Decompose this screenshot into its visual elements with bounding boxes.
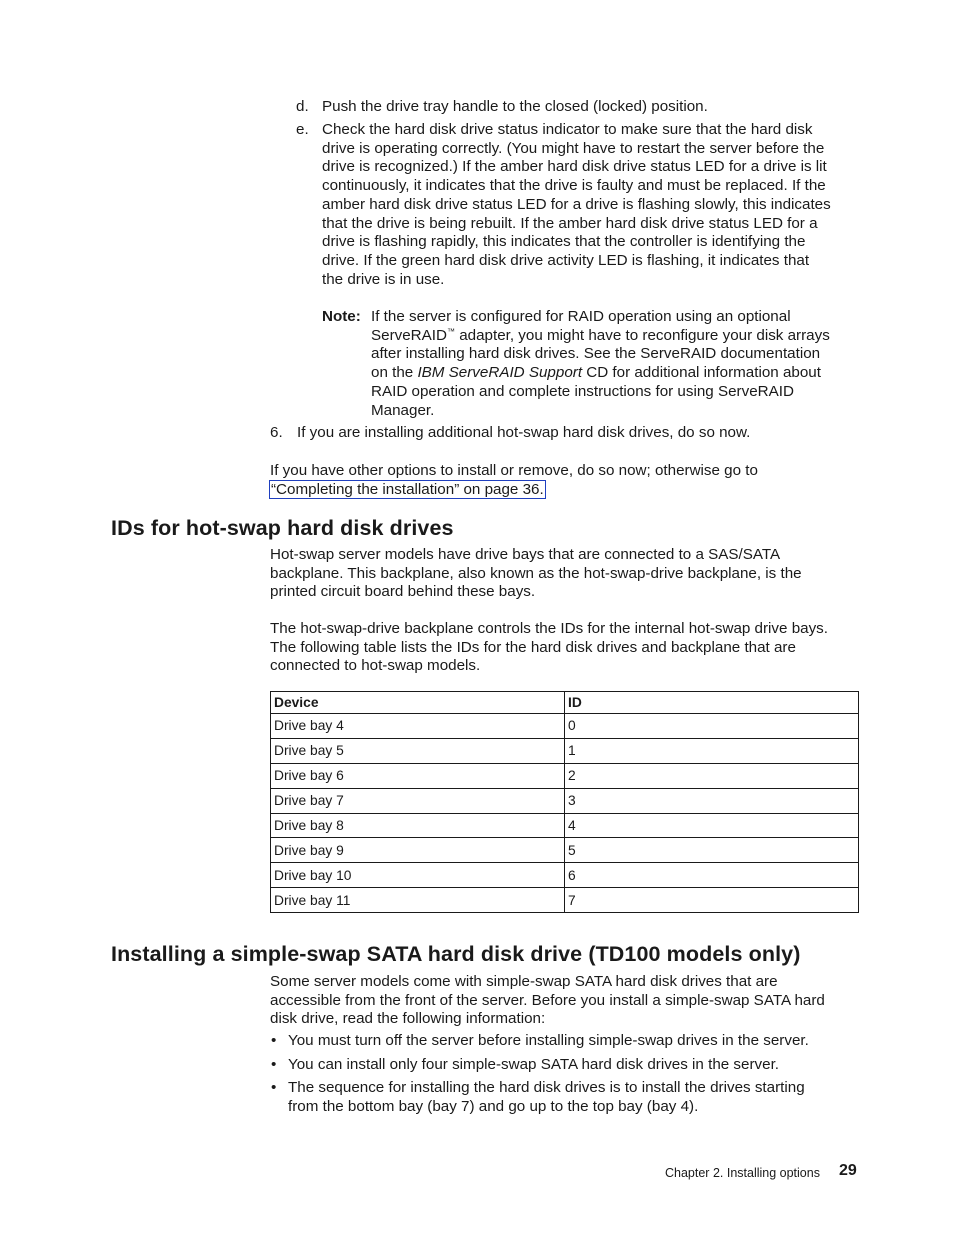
sata-intro: Some server models come with simple-swap SATA hard disk drives that are accessible from the front of the server. Before you install a simple-swap SATA hard disk drive, read the following information: bbox=[270, 973, 825, 1028]
bullet-marker: • bbox=[271, 1079, 277, 1096]
table-row bbox=[271, 788, 859, 813]
step-e-line: continuously, it indicates that the drive is faulty and must be replaced. If the bbox=[322, 177, 826, 195]
step-6-marker: 6. bbox=[270, 424, 283, 441]
table-row bbox=[271, 763, 859, 788]
options-paragraph bbox=[270, 462, 860, 499]
note-line: RAID operation and complete instructions for using ServeRAID bbox=[371, 382, 794, 400]
step-e-marker: e. bbox=[296, 121, 309, 138]
step-d-text: Push the drive tray handle to the closed (locked) position. bbox=[322, 98, 708, 115]
bullet-marker: • bbox=[271, 1056, 277, 1073]
list-item: from the bottom bay (bay 7) and go up to the top bay (bay 4). bbox=[288, 1097, 699, 1115]
step-e-line: amber hard disk drive status LED for a drive is flashing slowly, this indicates bbox=[322, 195, 831, 213]
step-e-line: that the drive is being rebuilt. If the amber hard disk drive status LED for a bbox=[322, 214, 818, 232]
list-item: You must turn off the server before installing simple-swap drives in the server. bbox=[288, 1032, 809, 1049]
section-heading-sata: Installing a simple-swap SATA hard disk drive (TD100 models only) bbox=[111, 942, 801, 966]
sata-bullet-1 bbox=[270, 1032, 870, 1051]
step-e-line: Check the hard disk drive status indicator to make sure that the hard disk bbox=[322, 121, 813, 138]
id-cell: 2 bbox=[565, 763, 859, 788]
ids-paragraph-2: The hot-swap-drive backplane controls the IDs for the internal hot-swap drive bays. The following table lists the IDs for the hard disk drives and backplane that are connected to hot-swap models. bbox=[270, 620, 828, 675]
footer-chapter: Chapter 2. Installing options bbox=[665, 1166, 820, 1180]
id-cell: 0 bbox=[565, 714, 859, 739]
trademark-symbol: ™ bbox=[446, 326, 455, 336]
sata-bullet-2 bbox=[270, 1056, 870, 1075]
step-e-line: drive is operating correctly. (You might have to restart the server before the bbox=[322, 139, 825, 157]
table-row bbox=[271, 714, 859, 739]
sata-bullet-3 bbox=[270, 1079, 870, 1116]
completing-installation-link[interactable]: “Completing the installation” on page 36. bbox=[271, 480, 544, 498]
id-cell: 3 bbox=[565, 788, 859, 813]
device-cell: Drive bay 5 bbox=[271, 738, 565, 763]
device-cell: Drive bay 4 bbox=[271, 714, 565, 739]
list-item: The sequence for installing the hard disk drives is to install the drives starting bbox=[288, 1079, 805, 1096]
column-header-id: ID bbox=[565, 692, 859, 714]
table-row bbox=[271, 813, 859, 838]
note-line: Manager. bbox=[371, 401, 435, 419]
step-6-text: If you are installing additional hot-swap hard disk drives, do so now. bbox=[297, 424, 751, 441]
table-row bbox=[271, 888, 859, 913]
id-cell: 7 bbox=[565, 888, 859, 913]
device-cell: Drive bay 8 bbox=[271, 813, 565, 838]
id-cell: 1 bbox=[565, 738, 859, 763]
step-e-text bbox=[322, 121, 831, 289]
table-row bbox=[271, 838, 859, 863]
device-cell: Drive bay 10 bbox=[271, 863, 565, 888]
table-row bbox=[271, 863, 859, 888]
note-line: ServeRAID™ adapter, you might have to reconfigure your disk arrays bbox=[371, 326, 830, 344]
table-header-row bbox=[271, 692, 859, 714]
section-heading-ids: IDs for hot-swap hard disk drives bbox=[111, 516, 454, 540]
drive-id-table bbox=[270, 691, 859, 913]
note-text bbox=[371, 308, 830, 420]
device-cell: Drive bay 6 bbox=[271, 763, 565, 788]
options-line: If you have other options to install or remove, do so now; otherwise go to bbox=[270, 462, 758, 479]
page-number: 29 bbox=[839, 1162, 857, 1179]
id-cell: 5 bbox=[565, 838, 859, 863]
column-header-device: Device bbox=[271, 692, 565, 714]
id-cell: 4 bbox=[565, 813, 859, 838]
step-e-line: drive. If the green hard disk drive activity LED is flashing, it indicates that bbox=[322, 251, 810, 269]
note-line: If the server is configured for RAID operation using an optional bbox=[371, 308, 791, 325]
bullet-marker: • bbox=[271, 1032, 277, 1049]
note-label: Note: bbox=[322, 308, 361, 325]
cd-title: IBM ServeRAID Support bbox=[417, 364, 583, 382]
list-item: You can install only four simple-swap SATA hard disk drives in the server. bbox=[288, 1056, 780, 1073]
step-e-line: drive is recognized.) If the amber hard disk drive status LED for a drive is lit bbox=[322, 158, 827, 176]
step-e-line: drive is flashing rapidly, this indicates that the controller is identifying the bbox=[322, 233, 806, 251]
note-line: on the IBM ServeRAID Support CD for additional information about bbox=[371, 364, 821, 382]
step-e-line: the drive is in use. bbox=[322, 270, 445, 288]
device-cell: Drive bay 11 bbox=[271, 888, 565, 913]
ids-paragraph-1: Hot-swap server models have drive bays that are connected to a SAS/SATA backplane. This backplane, also known as the hot-swap-drive backplane, is the printed circuit board behind these bays. bbox=[270, 546, 802, 601]
device-cell: Drive bay 9 bbox=[271, 838, 565, 863]
device-cell: Drive bay 7 bbox=[271, 788, 565, 813]
step-d-marker: d. bbox=[296, 98, 309, 115]
note-line: after installing hard disk drives. See the ServeRAID documentation bbox=[371, 345, 821, 363]
id-cell: 6 bbox=[565, 863, 859, 888]
table-row bbox=[271, 738, 859, 763]
